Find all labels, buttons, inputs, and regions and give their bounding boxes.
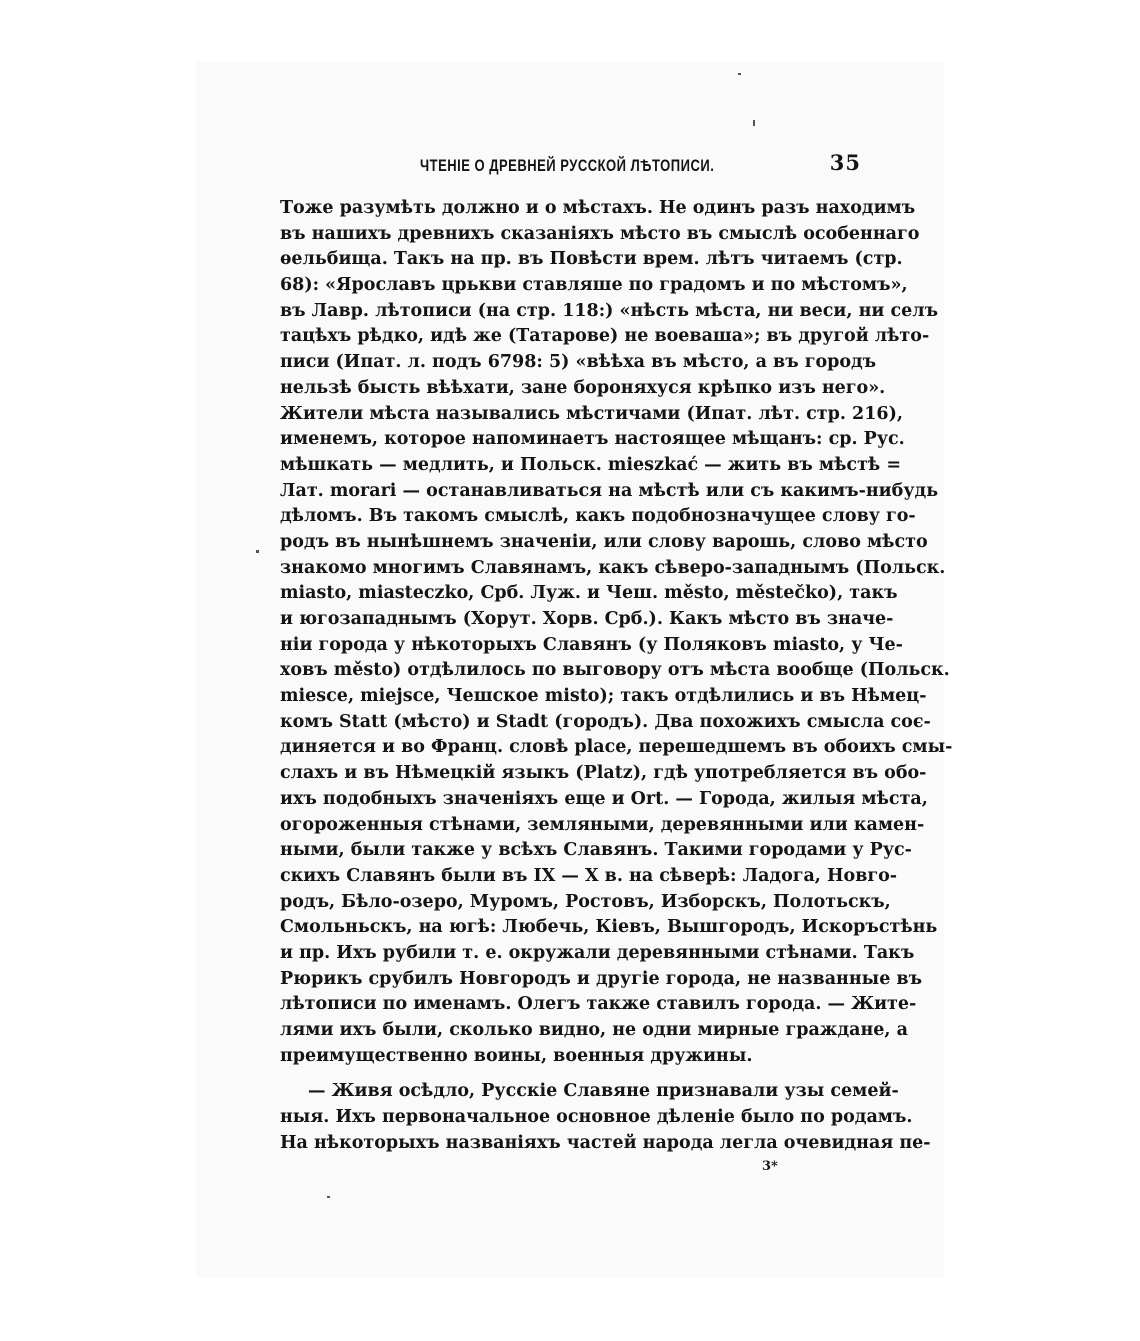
text-line: въ Лавр. лѣтописи (на стр. 118:) «нѣсть мѣста, ни веси, ни селъ <box>280 300 939 321</box>
text-line: родъ въ нынѣшнемъ значеніи, или слову варошь, слово мѣсто <box>280 531 928 552</box>
text-line: огороженныя стѣнами, земляными, деревянными или камен- <box>280 814 925 835</box>
text-line: мѣшкать — медлить, и Польск. mieszkać — жить въ мѣстѣ = <box>280 454 901 475</box>
text-line: Жители мѣста назывались мѣстичами (Ипат. лѣт. стр. 216), <box>280 403 903 424</box>
text-line: слахъ и въ Нѣмецкій языкъ (Platz), гдѣ употребляется въ обо- <box>280 763 927 784</box>
text-line: въ нашихъ древнихъ сказаніяхъ мѣсто въ смыслѣ особеннаго <box>280 223 920 244</box>
text-line: лями ихъ были, сколько видно, не одни мирные граждане, а <box>280 1020 908 1040</box>
body-text <box>280 196 953 1156</box>
text-line: Смольньскъ, на югѣ: Любечь, Кіевъ, Вышгородъ, Искоръстѣнь <box>280 917 938 938</box>
text-line: ѳельбища. Такъ на пр. въ Повѣсти врем. лѣтъ читаемъ (стр. <box>280 249 903 270</box>
page-header <box>280 150 861 180</box>
text-line: ихъ подобныхъ значеніяхъ еще и Ort. — Города, жилыя мѣста, <box>280 788 928 809</box>
text-line: 68): «Ярославъ црькви ставляше по градомъ и по мѣстомъ», <box>280 275 908 296</box>
scan-speck <box>256 550 259 553</box>
text-line: ніи города у нѣкоторыхъ Славянъ (у Поляковъ miasto, у Че- <box>280 634 903 655</box>
text-line: диняется и во Франц. словѣ place, перешедшемъ въ обоихъ смы- <box>280 737 953 758</box>
text-line: писи (Ипат. л. подъ 6798: 5) «вѣѣха въ мѣсто, а въ городъ <box>280 352 877 373</box>
paragraph-end-line: преимущественно воины, военныя дружины. <box>280 1045 753 1066</box>
text-line: дѣломъ. Въ такомъ смыслѣ, какъ подобнозначущее слову го- <box>280 506 916 527</box>
text-line: Тоже разумѣть должно и о мѣстахъ. Не одинъ разъ находимъ <box>280 198 916 218</box>
signature-mark: 3* <box>762 1159 778 1174</box>
text-line: лѣтописи по именамъ. Олегъ также ставилъ города. — Жите- <box>280 994 917 1015</box>
text-line: знакомо многимъ Славянамъ, какъ сѣверо-западнымъ (Польск. <box>280 557 946 578</box>
text-line: и пр. Ихъ рубили т. е. окружали деревянными стѣнами. Такъ <box>280 942 915 963</box>
text-line: нельзѣ бысть вѣѣхати, зане бороняхуся крѣпко изъ него». <box>280 377 886 398</box>
text-line: ныя. Ихъ первоначальное основное дѣленіе было по родамъ. <box>280 1107 913 1128</box>
text-line: miesce, miejsce, Чешское misto); такъ отдѣлились и въ Нѣмец- <box>280 686 927 707</box>
text-line: комъ Statt (мѣсто) и Stadt (городъ). Два похожихъ смысла соє- <box>280 711 931 732</box>
scan-speck <box>738 73 741 75</box>
text-line: тацѣхъ рѣдко, идѣ же (Татарове) не воеваша»; въ другой лѣто- <box>280 326 930 347</box>
text-line: Лат. morari — останавливаться на мѣстѣ или съ какимъ-нибудь <box>280 480 939 501</box>
text-line: miasto, miasteczko, Срб. Луж. и Чеш. město, městečko), такъ <box>280 583 898 604</box>
text-line: На нѣкоторыхъ названіяхъ частей народа легла очевидная пе- <box>280 1132 931 1153</box>
text-line: скихъ Славянъ были въ IX — X в. на сѣверѣ: Ладога, Новго- <box>280 865 898 886</box>
text-line: именемъ, которое напоминаетъ настоящее мѣщанъ: ср. Рус. <box>280 429 905 450</box>
paragraph-start-line: — Живя осѣдло, Русскіе Славяне признавали узы семей- <box>308 1081 899 1102</box>
text-line: ховъ město) отдѣлилось по выговору отъ мѣста вообще (Польск. <box>280 660 950 681</box>
text-line: ными, были также у всѣхъ Славянъ. Такими городами у Рус- <box>280 840 912 861</box>
scan-speck <box>753 120 755 126</box>
scan-speck <box>327 1196 330 1198</box>
text-line: Рюрикъ срубилъ Новгородъ и другіе города, не названные въ <box>280 968 923 989</box>
text-line: родъ, Бѣло-озеро, Муромъ, Ростовъ, Изборскъ, Полотьскъ, <box>280 891 891 912</box>
page-number: 35 <box>829 150 861 175</box>
text-line: и югозападнымъ (Хорут. Хорв. Срб.). Какъ мѣсто въ значе- <box>280 609 894 629</box>
running-head: ЧТЕНІЕ О ДРЕВНЕЙ РУССКОЙ ЛѢТОПИСИ. <box>420 156 715 175</box>
